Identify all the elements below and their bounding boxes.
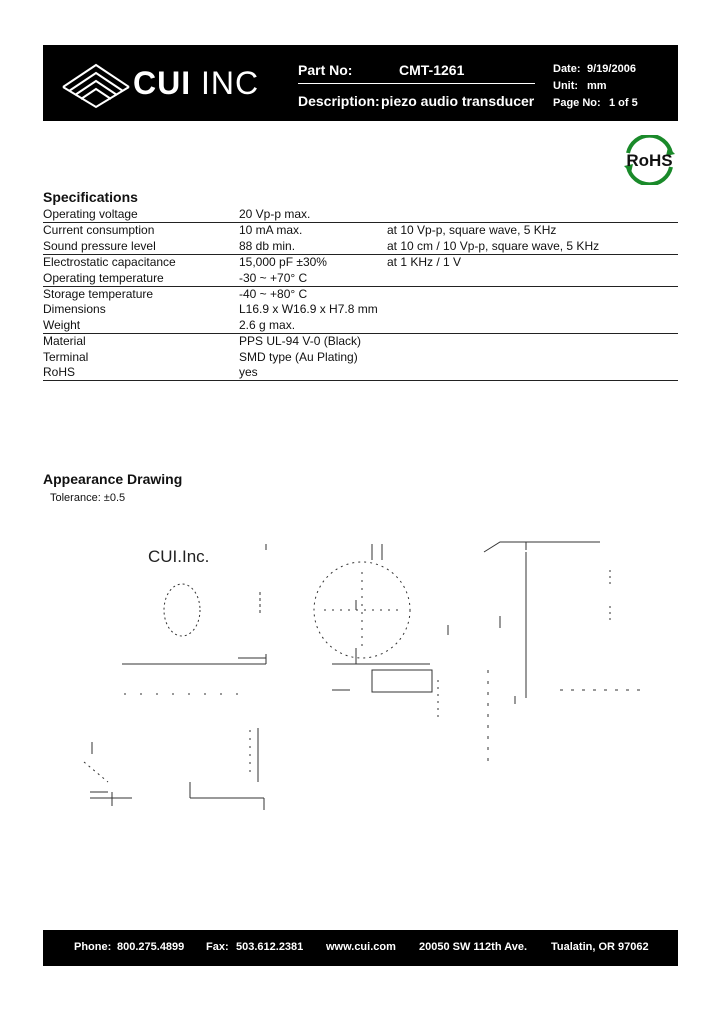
cui-logo-icon xyxy=(61,57,131,109)
rohs-badge xyxy=(622,135,677,185)
header-bar xyxy=(43,45,678,121)
spec-name: Storage temperature xyxy=(43,286,154,301)
part-no-value: CMT-1261 xyxy=(399,62,465,78)
spec-row xyxy=(43,287,678,302)
spec-row xyxy=(43,223,678,238)
fax-label: Fax: xyxy=(206,941,229,953)
spec-name: Electrostatic capacitance xyxy=(43,255,176,270)
date-value: 9/19/2006 xyxy=(587,63,636,75)
appearance-title: Appearance Drawing xyxy=(43,471,183,487)
spec-value: 15,000 pF ±30% xyxy=(239,255,327,270)
sound-hole-outline xyxy=(164,584,200,636)
spec-row xyxy=(43,239,678,255)
spec-row xyxy=(43,318,678,334)
spec-name: Current consumption xyxy=(43,223,155,238)
phone-label: Phone: xyxy=(74,941,112,953)
spec-value: PPS UL-94 V-0 (Black) xyxy=(239,334,362,349)
appearance-drawing xyxy=(60,530,660,830)
fax-value: 503.612.2381 xyxy=(236,941,304,953)
spec-condition: at 1 KHz / 1 V xyxy=(387,255,462,270)
spec-name: Operating voltage xyxy=(43,207,138,221)
spec-name: Material xyxy=(43,334,86,349)
logo-text: CUI INC xyxy=(133,65,260,101)
spec-row xyxy=(43,350,678,365)
spec-condition: at 10 Vp-p, square wave, 5 KHz xyxy=(387,223,557,238)
rohs-icon xyxy=(622,135,677,185)
unit-value: mm xyxy=(587,80,607,92)
part-no-label: Part No: xyxy=(298,62,353,78)
footer-bar xyxy=(43,930,678,966)
specifications-title: Specifications xyxy=(43,189,138,205)
unit-label: Unit: xyxy=(553,80,579,92)
description-value: piezo audio transducer xyxy=(381,93,535,109)
spec-value: yes xyxy=(239,364,258,379)
page-value: 1 of 5 xyxy=(609,97,638,109)
spec-name: RoHS xyxy=(43,364,76,379)
web-link[interactable]: www.cui.com xyxy=(326,941,396,953)
address: 20050 SW 112th Ave. xyxy=(419,941,528,953)
spec-row xyxy=(43,207,678,223)
page-label: Page No: xyxy=(553,97,601,109)
tolerance-note: Tolerance: ±0.5 xyxy=(50,492,126,504)
svg-text:RoHS: RoHS xyxy=(626,151,673,170)
description-label: Description: xyxy=(298,93,380,109)
spec-name: Weight xyxy=(43,317,81,332)
phone-value: 800.275.4899 xyxy=(117,941,185,953)
header-divider xyxy=(298,83,535,84)
spec-name: Sound pressure level xyxy=(43,238,156,253)
spec-value: 20 Vp-p max. xyxy=(239,207,311,221)
spec-value: -40 ~ +80° C xyxy=(239,286,308,301)
spec-row xyxy=(43,302,678,317)
spec-value: -30 ~ +70° C xyxy=(239,270,308,285)
spec-name: Dimensions xyxy=(43,302,106,317)
spec-row xyxy=(43,271,678,287)
spec-value: 88 db min. xyxy=(239,238,296,253)
spec-value: L16.9 x W16.9 x H7.8 mm xyxy=(239,302,378,317)
spec-row xyxy=(43,334,678,349)
spec-name: Terminal xyxy=(43,349,89,364)
spec-value: 2.6 g max. xyxy=(239,317,296,332)
spec-value: 10 mA max. xyxy=(239,223,303,238)
spec-value: SMD type (Au Plating) xyxy=(239,349,358,364)
spec-name: Operating temperature xyxy=(43,270,164,285)
date-label: Date: xyxy=(553,63,581,75)
spec-row xyxy=(43,255,678,270)
transducer-outline xyxy=(314,562,410,658)
specifications-table xyxy=(43,207,678,381)
spec-condition: at 10 cm / 10 Vp-p, square wave, 5 KHz xyxy=(387,238,600,253)
city: Tualatin, OR 97062 xyxy=(551,941,649,953)
cui-logo xyxy=(61,57,291,109)
spec-row xyxy=(43,365,678,381)
drawing-label: CUI.Inc. xyxy=(148,547,210,566)
